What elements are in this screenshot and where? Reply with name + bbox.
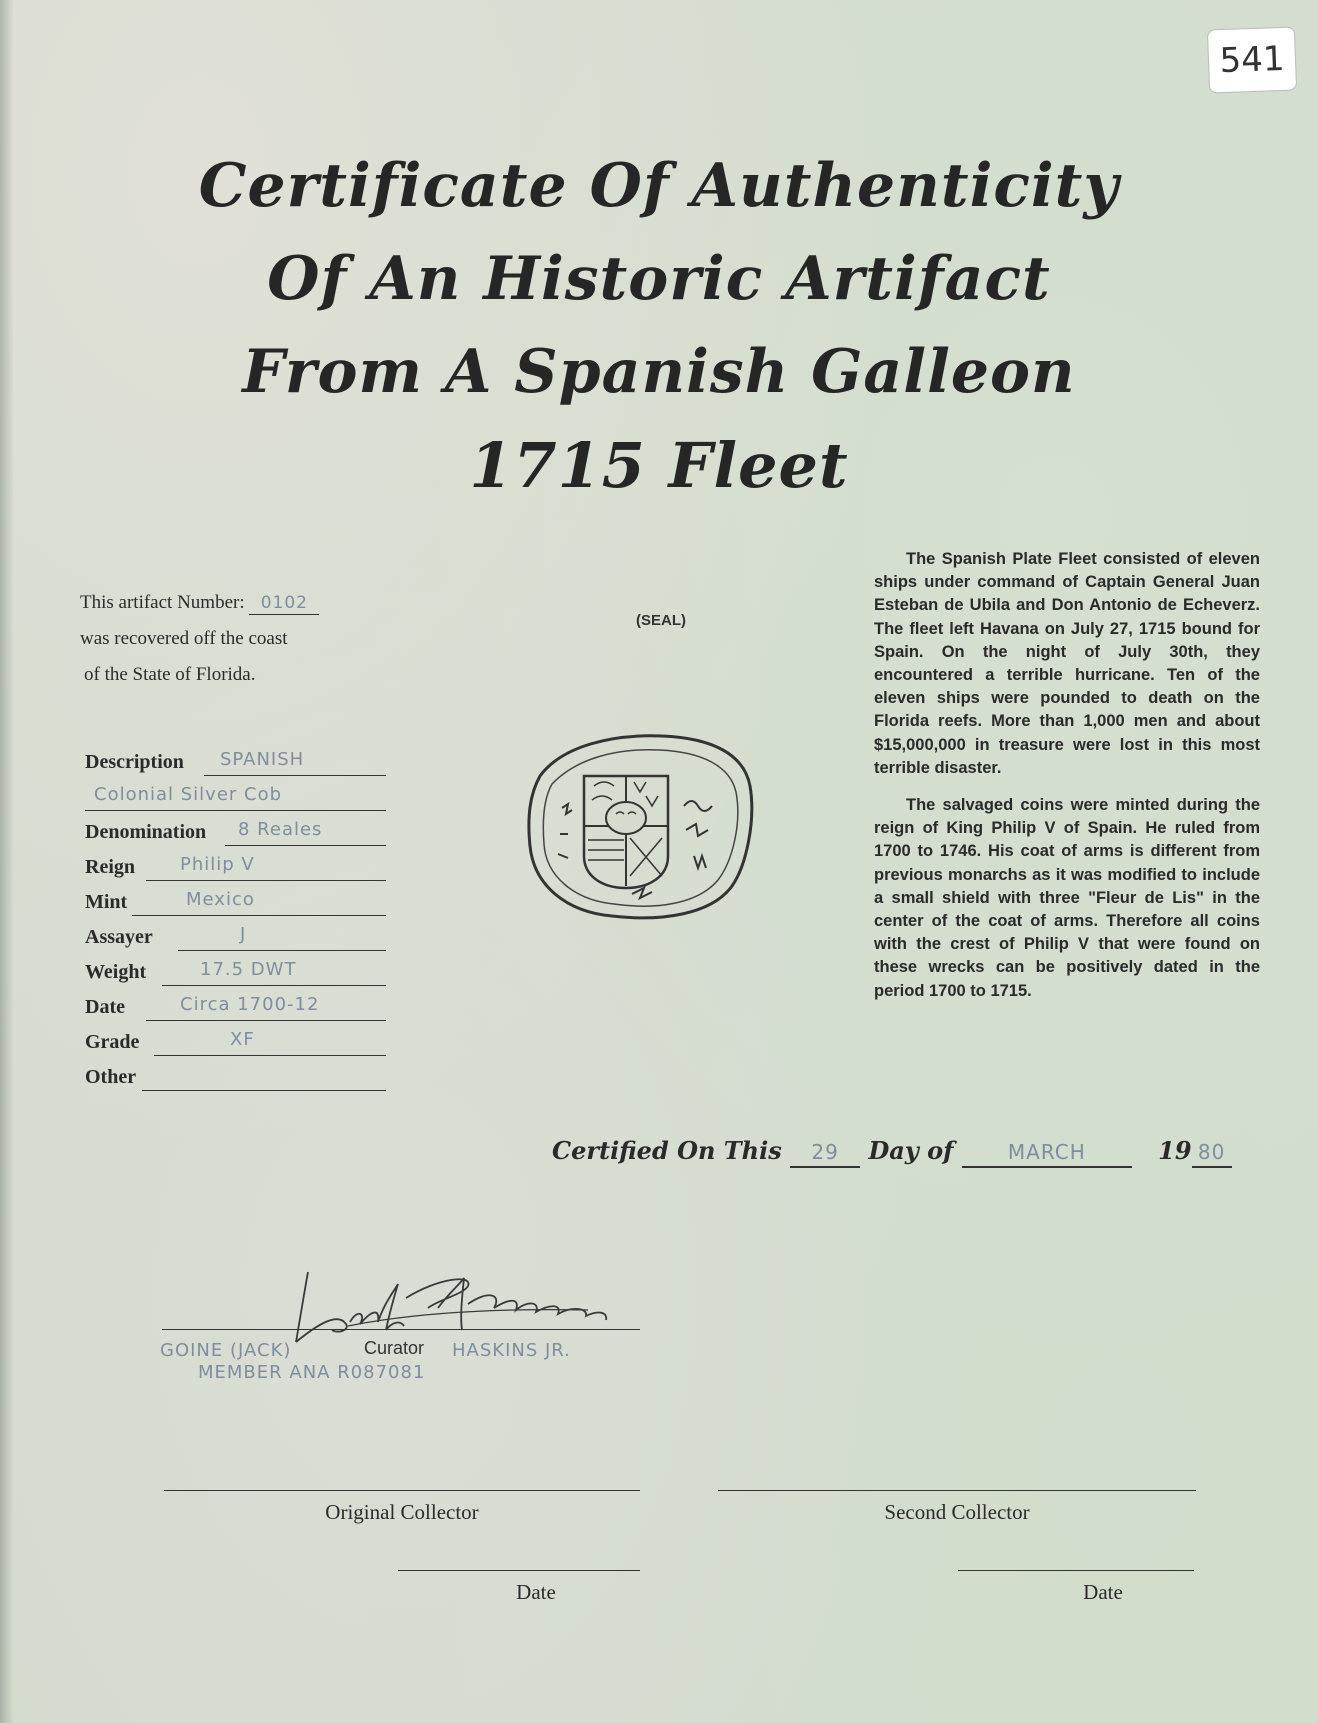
second-collector-label: Second Collector xyxy=(884,1500,1030,1524)
field-weight xyxy=(80,957,410,992)
field-mint xyxy=(80,887,410,922)
field-line xyxy=(204,775,386,776)
fleet-history xyxy=(874,548,1260,1017)
certified-prefix: Certified On This xyxy=(552,1136,782,1165)
field-label: Mint xyxy=(85,891,128,913)
recovered-line-2: of the State of Florida. xyxy=(84,664,256,685)
original-collector-line xyxy=(164,1490,640,1491)
artifact-number-value: 0102 xyxy=(249,592,319,615)
certified-year-value: 80 xyxy=(1197,1140,1226,1164)
artifact-intro xyxy=(80,585,410,693)
field-date xyxy=(80,992,410,1027)
field-value: Circa 1700-12 xyxy=(180,994,320,1015)
field-reign xyxy=(80,852,410,887)
curator-signature-line xyxy=(162,1329,640,1330)
certified-day-value: 29 xyxy=(811,1140,839,1164)
title-line-2: Of An Historic Artifact xyxy=(267,244,1051,314)
certified-year-prefix: 19 xyxy=(1158,1136,1192,1165)
field-line xyxy=(178,950,386,951)
field-grade xyxy=(80,1027,410,1062)
title-line-1: Certificate Of Authenticity xyxy=(198,151,1120,221)
field-label: Denomination xyxy=(85,821,207,843)
artifact-fields xyxy=(80,747,410,1097)
field-label: Other xyxy=(85,1066,137,1088)
field-value: J xyxy=(240,924,247,945)
field-label: Assayer xyxy=(85,926,153,948)
field-denomination xyxy=(80,817,410,852)
artifact-details xyxy=(80,585,410,1097)
field-line xyxy=(85,810,386,811)
title-line-4: 1715 Fleet xyxy=(469,429,849,502)
curator-signature xyxy=(288,1264,618,1344)
coin-seal-drawing xyxy=(522,726,762,926)
history-paragraph-2: The salvaged coins were minted during the reign of King Philip V of Spain. He ruled from 1700 to 1746. His coat of arms is different from previous monarchs as it was modified to include a small shield with three "Fleur de Lis" in the center of the coat of arms. Therefore all coins with the crest of Philip V that were found on these wrecks can be positively dated in the period 1700 to 1715. xyxy=(874,796,1260,1000)
field-line xyxy=(142,1090,386,1091)
certified-day-label: Day of xyxy=(868,1136,954,1165)
field-value: Colonial Silver Cob xyxy=(94,784,283,805)
second-collector-line xyxy=(718,1490,1196,1491)
certificate-title xyxy=(0,140,1318,512)
field-value: 17.5 DWT xyxy=(200,959,297,980)
field-label: Grade xyxy=(85,1031,140,1053)
field-value: XF xyxy=(230,1029,255,1050)
recovered-line-1: was recovered off the coast xyxy=(80,628,288,649)
original-collector-date-label: Date xyxy=(516,1580,556,1604)
field-value: Mexico xyxy=(186,889,255,910)
second-collector-date-line xyxy=(958,1570,1194,1571)
field-line xyxy=(146,1020,386,1021)
field-assayer xyxy=(80,922,410,957)
field-value: Philip V xyxy=(180,854,255,875)
document-number-label: 541 xyxy=(1207,26,1297,93)
field-label: Weight xyxy=(85,961,147,983)
field-description-cont xyxy=(80,782,410,817)
curator-label: Curator xyxy=(364,1338,425,1358)
field-line xyxy=(154,1055,386,1056)
second-collector-date-label: Date xyxy=(1083,1580,1123,1604)
curator-name-right: HASKINS JR. xyxy=(452,1340,571,1361)
field-label: Reign xyxy=(85,856,135,878)
certified-month-field xyxy=(962,1137,1132,1168)
original-collector-label: Original Collector xyxy=(325,1500,479,1524)
field-value: SPANISH xyxy=(220,749,305,770)
field-value: 8 Reales xyxy=(238,819,323,840)
curator-row xyxy=(160,1338,680,1362)
history-paragraph-1: The Spanish Plate Fleet consisted of eleven ships under command of Captain General Juan Esteban de Ubila and Don Antonio de Echeverz. The fleet left Havana on July 27, 1715 bound for Spain. On the night of July 30th, they encountered a terrible hurricane. Ten of the eleven ships were pounded to death on the Florida reefs. More than 1,000 men and about $15,000,000 in treasure were lost in this most terrible disaster. xyxy=(874,550,1260,777)
curator-membership: MEMBER ANA R087081 xyxy=(198,1362,426,1383)
title-line-3: From A Spanish Galleon xyxy=(242,337,1076,407)
field-label: Date xyxy=(85,996,125,1018)
field-description xyxy=(80,747,410,782)
field-label: Description xyxy=(85,751,184,773)
field-line xyxy=(146,880,386,881)
field-line xyxy=(225,845,386,846)
curator-name-left: GOINE (JACK) xyxy=(160,1340,292,1361)
certified-year-field xyxy=(1192,1137,1232,1168)
seal-label: (SEAL) xyxy=(636,612,686,629)
artifact-number-line xyxy=(80,585,410,621)
field-line xyxy=(132,915,386,916)
original-collector-date-line xyxy=(398,1570,640,1571)
field-other xyxy=(80,1062,410,1097)
field-line xyxy=(162,985,386,986)
certified-day-field xyxy=(790,1137,860,1168)
certified-month-value: MARCH xyxy=(1007,1140,1086,1164)
artifact-number-label: This artifact Number: xyxy=(80,592,245,613)
certification-date-line xyxy=(552,1136,1232,1168)
